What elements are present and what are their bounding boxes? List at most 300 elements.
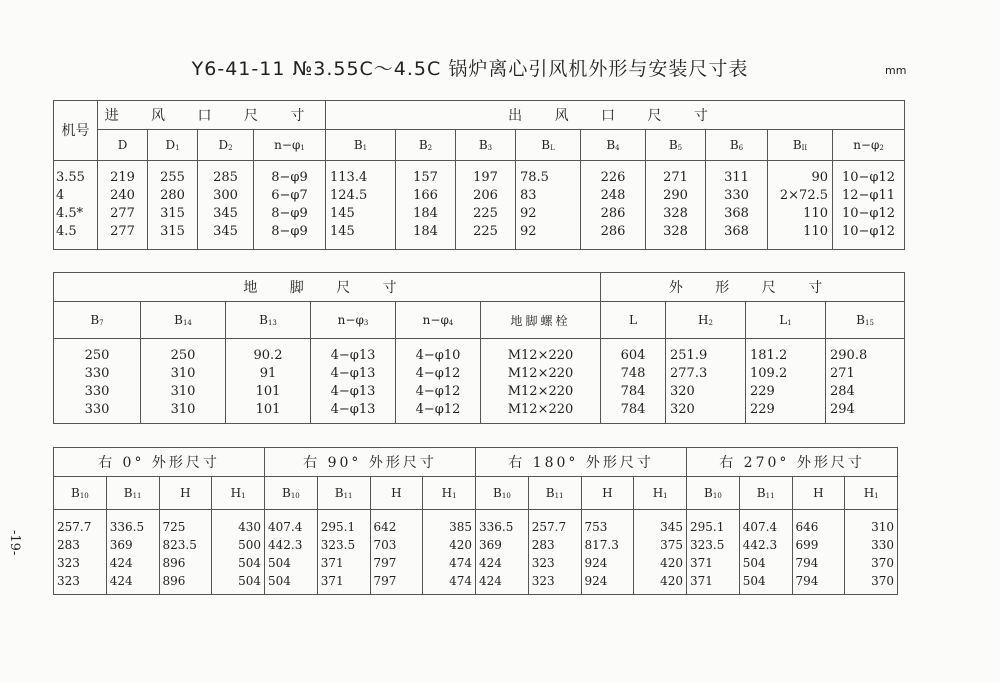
column-header bbox=[476, 477, 529, 510]
header-subscript: 10 bbox=[290, 492, 300, 500]
data-column bbox=[706, 161, 768, 250]
header-base: L bbox=[629, 313, 637, 327]
column-header bbox=[481, 302, 601, 339]
header-subscript: 1 bbox=[663, 492, 668, 500]
table-cell: 504 bbox=[268, 574, 291, 588]
table-cell: 8−φ9 bbox=[271, 224, 308, 239]
column-header bbox=[159, 477, 212, 510]
table-cell: 277 bbox=[110, 224, 135, 239]
table-cell: 323 bbox=[57, 556, 80, 570]
header-subscript: 1 bbox=[175, 144, 180, 152]
column-header bbox=[601, 302, 666, 339]
column-header bbox=[516, 130, 581, 161]
group-header: 右 90° 外形尺寸 bbox=[265, 448, 476, 477]
table-cell: 10−φ12 bbox=[841, 170, 896, 185]
table-cell: 323 bbox=[57, 574, 80, 588]
header-subscript: 13 bbox=[267, 319, 277, 327]
table-cell: 794 bbox=[795, 556, 819, 570]
table-cell: 310 bbox=[170, 384, 196, 399]
table-cell: 725 bbox=[162, 520, 186, 534]
table-cell: 345 bbox=[213, 206, 238, 221]
table-cell: 110 bbox=[803, 206, 828, 221]
table-cell: 240 bbox=[110, 188, 135, 203]
table-cell: 315 bbox=[160, 206, 185, 221]
data-column bbox=[226, 339, 311, 424]
data-column bbox=[98, 161, 148, 250]
table-cell: 90 bbox=[811, 170, 828, 185]
data-column bbox=[159, 510, 212, 595]
header-base: B bbox=[174, 313, 183, 327]
table-cell: 817.3 bbox=[584, 538, 619, 552]
column-header bbox=[265, 477, 318, 510]
header-subscript: 4 bbox=[448, 319, 454, 327]
data-row bbox=[54, 339, 905, 424]
table-cell: 699 bbox=[795, 538, 819, 552]
group-header-row bbox=[54, 448, 898, 477]
data-column bbox=[141, 339, 226, 424]
header-subscript: 11 bbox=[765, 492, 775, 500]
table-cell: 504 bbox=[268, 556, 291, 570]
table-cell: 277.3 bbox=[670, 366, 708, 381]
table-cell: 110 bbox=[803, 224, 828, 239]
table-cell: 286 bbox=[600, 224, 626, 239]
inlet-outlet-dimensions-table bbox=[53, 100, 905, 250]
table-cell: 310 bbox=[170, 366, 196, 381]
table-cell: 219 bbox=[110, 170, 135, 185]
table-cell: 295.1 bbox=[320, 520, 356, 534]
data-column bbox=[845, 510, 898, 595]
header-subscript: 7 bbox=[99, 319, 104, 327]
table-cell: 442.3 bbox=[742, 538, 778, 552]
machine-number: 4.5 bbox=[56, 224, 77, 239]
table-cell: 371 bbox=[320, 574, 344, 588]
machine-number: 3.55 bbox=[56, 170, 85, 185]
column-header-row bbox=[54, 477, 898, 510]
header-base: B bbox=[704, 486, 713, 500]
header-subscript: 1 bbox=[874, 492, 879, 500]
table-cell: 295.1 bbox=[690, 520, 725, 534]
data-column bbox=[54, 510, 107, 595]
header-base: H bbox=[698, 313, 709, 327]
table-cell: 504 bbox=[238, 574, 261, 588]
header-base: B bbox=[353, 138, 363, 152]
header-base: B bbox=[493, 486, 502, 500]
data-column bbox=[396, 339, 481, 424]
header-base: B bbox=[606, 138, 616, 152]
column-header bbox=[396, 130, 456, 161]
group-header: 右 270° 外形尺寸 bbox=[687, 448, 898, 477]
table-cell: 124.5 bbox=[330, 188, 368, 203]
header-subscript: 3 bbox=[363, 319, 369, 327]
column-header bbox=[456, 130, 516, 161]
column-header bbox=[423, 477, 476, 510]
table-cell: 336.5 bbox=[479, 520, 514, 534]
table-cell: 225 bbox=[473, 224, 498, 239]
header-subscript: II bbox=[801, 144, 808, 152]
header-base: B bbox=[334, 486, 344, 500]
column-header bbox=[687, 477, 740, 510]
unit-label: mm bbox=[885, 64, 907, 77]
table-cell: 375 bbox=[660, 538, 684, 552]
column-header bbox=[226, 302, 311, 339]
table-cell: 369 bbox=[479, 538, 502, 552]
header-base: D bbox=[218, 138, 229, 152]
header-subscript: 2 bbox=[708, 319, 713, 327]
table-cell: 157 bbox=[413, 170, 438, 185]
table-cell: 320 bbox=[670, 402, 695, 417]
header-base: B bbox=[418, 138, 428, 152]
group-header: 右 180° 外形尺寸 bbox=[476, 448, 687, 477]
table-cell: M12×220 bbox=[507, 348, 574, 363]
table-cell: 924 bbox=[584, 574, 608, 588]
table-cell: 286 bbox=[600, 206, 626, 221]
machine-number: 4.5* bbox=[56, 206, 84, 221]
header-subscript: 1 bbox=[241, 492, 246, 500]
column-header bbox=[370, 477, 423, 510]
header-subscript: 10 bbox=[79, 492, 89, 500]
table-cell: 370 bbox=[871, 574, 895, 588]
table-cell: 420 bbox=[660, 556, 684, 570]
table-cell: 784 bbox=[620, 402, 646, 417]
header-subscript: 10 bbox=[501, 492, 511, 500]
table-cell: 896 bbox=[162, 574, 186, 588]
header-base: B bbox=[541, 138, 551, 152]
table-cell: 474 bbox=[449, 574, 473, 588]
column-header-row bbox=[54, 302, 905, 339]
column-header bbox=[311, 302, 396, 339]
table-cell: 4−φ13 bbox=[330, 366, 376, 381]
page-number: -19- bbox=[7, 530, 22, 556]
table-cell: 91 bbox=[259, 366, 277, 381]
table-cell: 250 bbox=[84, 348, 110, 363]
table-cell: 229 bbox=[750, 384, 775, 399]
table-cell: 330 bbox=[84, 366, 110, 381]
column-header bbox=[646, 130, 706, 161]
header-subscript: 1 bbox=[452, 492, 457, 500]
table-cell: 310 bbox=[170, 402, 196, 417]
data-column bbox=[833, 161, 905, 250]
table-cell: 283 bbox=[57, 538, 80, 552]
table-cell: 290 bbox=[663, 188, 688, 203]
table-cell: 323 bbox=[531, 574, 555, 588]
header-base: n−φ bbox=[274, 138, 301, 152]
column-header bbox=[833, 130, 905, 161]
table-cell: 6−φ7 bbox=[271, 188, 308, 203]
table-cell: 504 bbox=[742, 556, 766, 570]
table-cell: 285 bbox=[213, 170, 238, 185]
column-header bbox=[826, 302, 905, 339]
table-cell: 284 bbox=[830, 384, 855, 399]
table-cell: 330 bbox=[84, 384, 110, 399]
data-column bbox=[317, 510, 370, 595]
table-cell: 368 bbox=[724, 206, 749, 221]
column-header bbox=[746, 302, 826, 339]
header-subscript: 1 bbox=[787, 319, 792, 327]
data-column bbox=[54, 339, 141, 424]
column-header bbox=[706, 130, 768, 161]
column-header bbox=[212, 477, 265, 510]
foot-and-outline-dimensions-table bbox=[53, 272, 905, 424]
table-cell: 257.7 bbox=[57, 520, 92, 534]
table-cell: 424 bbox=[479, 556, 502, 570]
rotation-outline-dimensions-table bbox=[53, 447, 898, 595]
table-cell: 184 bbox=[413, 224, 438, 239]
table-cell: 90.2 bbox=[253, 348, 283, 363]
table-cell: 420 bbox=[660, 574, 684, 588]
header-base: B bbox=[90, 313, 100, 327]
table-cell: 330 bbox=[724, 188, 749, 203]
table-cell: 181.2 bbox=[750, 348, 788, 363]
data-column bbox=[826, 339, 905, 424]
data-column bbox=[423, 510, 476, 595]
table-cell: 504 bbox=[238, 556, 261, 570]
header-subscript: 11 bbox=[343, 492, 353, 500]
table-cell: 92 bbox=[520, 206, 537, 221]
header-base: H bbox=[441, 486, 453, 500]
header-base: B bbox=[756, 486, 766, 500]
table-cell: 257.7 bbox=[531, 520, 567, 534]
header-base: B bbox=[792, 138, 802, 152]
group-header: 地 脚 尺 寸 bbox=[54, 273, 601, 302]
table-cell: 10−φ12 bbox=[841, 206, 896, 221]
table-cell: 250 bbox=[170, 348, 196, 363]
table-cell: 101 bbox=[255, 402, 281, 417]
table-cell: 4−φ13 bbox=[330, 348, 376, 363]
data-column bbox=[106, 510, 159, 595]
header-subscript: 2 bbox=[427, 144, 433, 152]
data-column bbox=[212, 510, 265, 595]
header-subscript: 2 bbox=[228, 144, 233, 152]
table-cell: 474 bbox=[449, 556, 473, 570]
table-cell: 345 bbox=[213, 224, 238, 239]
column-header bbox=[634, 477, 687, 510]
table-cell: 442.3 bbox=[268, 538, 303, 552]
table-cell: 283 bbox=[531, 538, 555, 552]
table-cell: 206 bbox=[473, 188, 498, 203]
table-cell: 166 bbox=[413, 188, 438, 203]
header-base: H bbox=[652, 486, 664, 500]
column-header bbox=[581, 130, 646, 161]
table-cell: 300 bbox=[213, 188, 238, 203]
column-header bbox=[54, 302, 141, 339]
column-header bbox=[396, 302, 481, 339]
machine-column bbox=[54, 161, 98, 250]
data-column bbox=[746, 339, 826, 424]
table-cell: 320 bbox=[670, 384, 695, 399]
header-subscript: 1 bbox=[362, 144, 368, 152]
table-cell: 784 bbox=[620, 384, 646, 399]
table-cell: 8−φ9 bbox=[271, 170, 308, 185]
data-column bbox=[254, 161, 326, 250]
table-cell: 184 bbox=[413, 206, 438, 221]
table-cell: 430 bbox=[238, 520, 261, 534]
group-header: 右 0° 外形尺寸 bbox=[54, 448, 265, 477]
column-header bbox=[528, 477, 581, 510]
table-cell: 328 bbox=[663, 224, 688, 239]
data-row bbox=[54, 510, 898, 595]
header-base: 地脚螺栓 bbox=[510, 313, 571, 328]
table-cell: 407.4 bbox=[742, 520, 778, 534]
header-base: B bbox=[545, 486, 555, 500]
table-cell: 504 bbox=[742, 574, 766, 588]
table-cell: 229 bbox=[750, 402, 775, 417]
table-cell: 280 bbox=[160, 188, 185, 203]
group-header: 出 风 口 尺 寸 bbox=[326, 101, 905, 130]
column-header bbox=[198, 130, 254, 161]
machine-header: 机号 bbox=[54, 101, 98, 161]
header-subscript: 4 bbox=[615, 144, 620, 152]
data-column bbox=[198, 161, 254, 250]
column-header-row bbox=[54, 130, 905, 161]
table-cell: 4−φ13 bbox=[330, 402, 376, 417]
table-cell: 271 bbox=[663, 170, 688, 185]
table-cell: 424 bbox=[479, 574, 502, 588]
header-subscript: 11 bbox=[554, 492, 564, 500]
table-cell: 420 bbox=[449, 538, 473, 552]
header-subscript: 2 bbox=[879, 144, 884, 152]
table-cell: 83 bbox=[520, 188, 537, 203]
header-subscript: 1 bbox=[300, 144, 305, 152]
column-header bbox=[141, 302, 226, 339]
data-column bbox=[481, 339, 601, 424]
header-base: H bbox=[391, 486, 402, 500]
table-cell: 248 bbox=[600, 188, 626, 203]
table-cell: 251.9 bbox=[670, 348, 708, 363]
table-cell: 370 bbox=[871, 556, 895, 570]
column-header bbox=[148, 130, 198, 161]
table-cell: 4−φ12 bbox=[415, 402, 461, 417]
data-column bbox=[581, 510, 634, 595]
table-cell: 78.5 bbox=[520, 170, 549, 185]
table-cell: 646 bbox=[795, 520, 819, 534]
header-base: B bbox=[729, 138, 739, 152]
table-cell: 424 bbox=[109, 574, 133, 588]
data-column bbox=[687, 510, 740, 595]
table-cell: 311 bbox=[724, 170, 749, 185]
header-subscript: 14 bbox=[182, 319, 192, 327]
table-cell: 896 bbox=[162, 556, 186, 570]
data-column bbox=[396, 161, 456, 250]
table-cell: M12×220 bbox=[507, 366, 574, 381]
table-cell: 407.4 bbox=[268, 520, 303, 534]
table-cell: 109.2 bbox=[750, 366, 788, 381]
table-cell: 328 bbox=[663, 206, 688, 221]
table-cell: 604 bbox=[620, 348, 646, 363]
table-cell: 2×72.5 bbox=[779, 188, 828, 203]
table-cell: 4−φ12 bbox=[415, 384, 461, 399]
table-cell: 823.5 bbox=[162, 538, 197, 552]
column-header bbox=[106, 477, 159, 510]
header-subscript: 10 bbox=[712, 492, 722, 500]
data-column bbox=[326, 161, 396, 250]
table-cell: 703 bbox=[373, 538, 397, 552]
header-subscript: 5 bbox=[677, 144, 683, 152]
header-base: H bbox=[602, 486, 613, 500]
column-header bbox=[581, 477, 634, 510]
header-base: B bbox=[856, 313, 865, 327]
table-cell: 797 bbox=[373, 556, 397, 570]
table-cell: 8−φ9 bbox=[271, 206, 308, 221]
data-column bbox=[311, 339, 396, 424]
column-header bbox=[317, 477, 370, 510]
column-header bbox=[326, 130, 396, 161]
column-header bbox=[792, 477, 845, 510]
table-cell: 4−φ12 bbox=[415, 366, 461, 381]
table-cell: 197 bbox=[473, 170, 498, 185]
data-column bbox=[601, 339, 666, 424]
data-column bbox=[370, 510, 423, 595]
table-cell: 424 bbox=[109, 556, 133, 570]
data-column bbox=[666, 339, 746, 424]
table-cell: 145 bbox=[330, 224, 355, 239]
table-cell: 924 bbox=[584, 556, 608, 570]
header-subscript: 3 bbox=[487, 144, 493, 152]
data-row bbox=[54, 161, 905, 250]
header-base: B bbox=[123, 486, 133, 500]
group-header: 进 风 口 尺 寸 bbox=[98, 101, 326, 130]
header-subscript: 6 bbox=[738, 144, 744, 152]
page-title: Y6-41-11 №3.55C～4.5C 锅炉离心引风机外形与安装尺寸表 bbox=[191, 58, 749, 80]
group-header-row bbox=[54, 101, 905, 130]
data-column bbox=[646, 161, 706, 250]
table-cell: 385 bbox=[449, 520, 473, 534]
data-column bbox=[768, 161, 833, 250]
header-subscript: L bbox=[550, 144, 555, 152]
table-cell: 336.5 bbox=[109, 520, 145, 534]
header-base: B bbox=[259, 313, 268, 327]
table-cell: 255 bbox=[160, 170, 185, 185]
table-cell: 369 bbox=[109, 538, 133, 552]
table-cell: 323.5 bbox=[320, 538, 356, 552]
table-cell: 371 bbox=[690, 574, 713, 588]
header-base: n−φ bbox=[337, 313, 364, 327]
table-cell: 145 bbox=[330, 206, 355, 221]
table-cell: 92 bbox=[520, 224, 537, 239]
column-header bbox=[739, 477, 792, 510]
data-column bbox=[739, 510, 792, 595]
column-header bbox=[845, 477, 898, 510]
table-cell: 12−φ11 bbox=[841, 188, 896, 203]
group-header: 外 形 尺 寸 bbox=[601, 273, 905, 302]
table-cell: 753 bbox=[584, 520, 608, 534]
table-cell: M12×220 bbox=[507, 384, 574, 399]
table-cell: 10−φ12 bbox=[841, 224, 896, 239]
header-base: D bbox=[117, 138, 128, 152]
header-base: B bbox=[478, 138, 488, 152]
data-column bbox=[476, 510, 529, 595]
table-cell: 294 bbox=[830, 402, 855, 417]
table-cell: 330 bbox=[84, 402, 110, 417]
table-cell: 500 bbox=[238, 538, 261, 552]
column-header bbox=[98, 130, 148, 161]
data-column bbox=[148, 161, 198, 250]
machine-number: 4 bbox=[56, 188, 65, 203]
column-header bbox=[254, 130, 326, 161]
header-base: n−φ bbox=[422, 313, 449, 327]
table-cell: 226 bbox=[600, 170, 626, 185]
column-header bbox=[666, 302, 746, 339]
group-header-row bbox=[54, 273, 905, 302]
header-base: B bbox=[282, 486, 291, 500]
data-column bbox=[265, 510, 318, 595]
header-base: H bbox=[813, 486, 824, 500]
table-cell: 748 bbox=[620, 366, 646, 381]
table-cell: 371 bbox=[320, 556, 344, 570]
table-cell: 277 bbox=[110, 206, 135, 221]
table-cell: 101 bbox=[255, 384, 281, 399]
table-cell: 323 bbox=[531, 556, 555, 570]
data-column bbox=[516, 161, 581, 250]
